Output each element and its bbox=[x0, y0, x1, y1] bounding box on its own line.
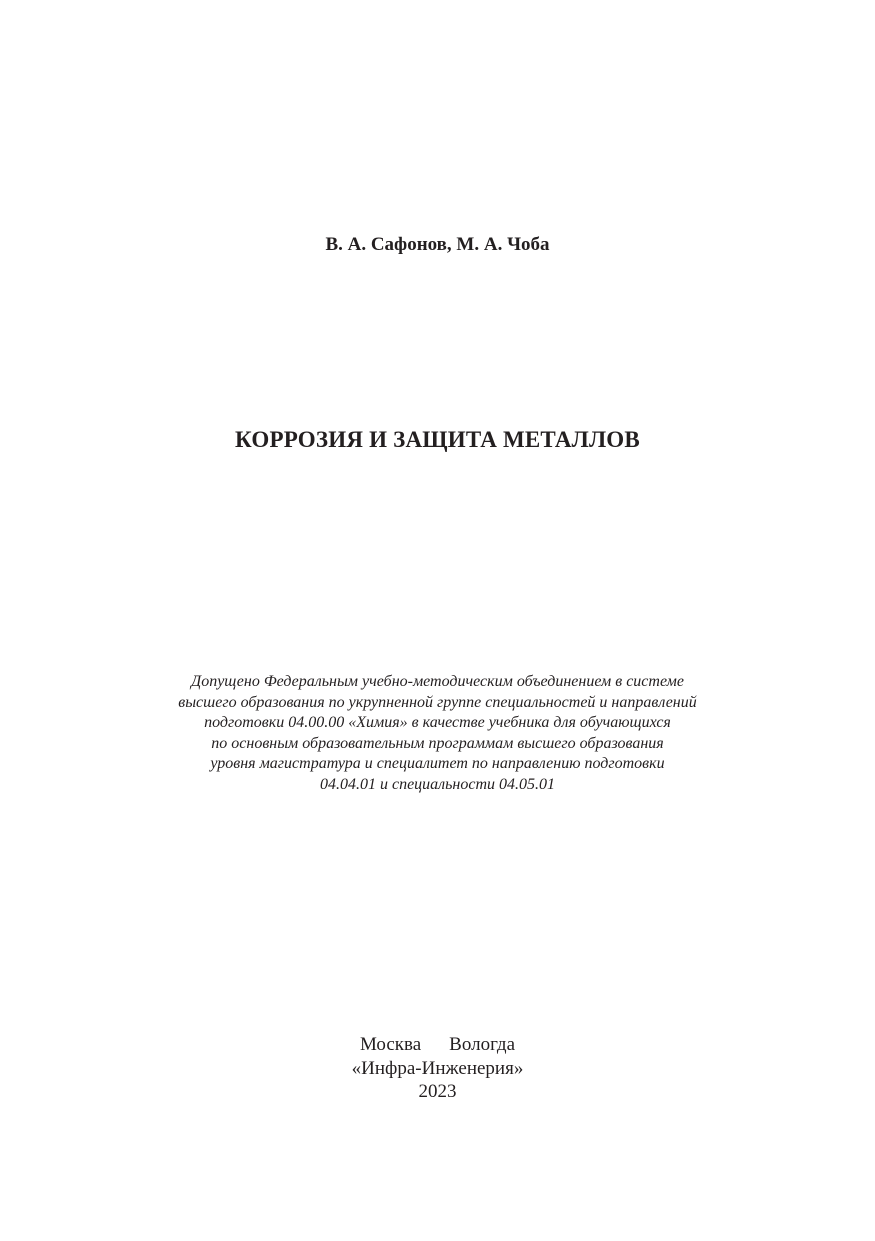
approval-line: высшего образования по укрупненной группе специальностей и направлений bbox=[178, 693, 697, 711]
imprint bbox=[0, 1033, 875, 1104]
city-moscow: Москва bbox=[359, 1034, 422, 1055]
publication-year: 2023 bbox=[418, 1081, 457, 1102]
approval-statement bbox=[0, 672, 875, 795]
city-vologda: Вологда bbox=[449, 1034, 516, 1055]
approval-line: по основным образовательным программам высшего образования bbox=[211, 734, 664, 752]
book-title: КОРРОЗИЯ И ЗАЩИТА МЕТАЛЛОВ bbox=[235, 427, 640, 452]
authors: В. А. Сафонов, М. А. Чоба bbox=[325, 234, 550, 255]
approval-line: подготовки 04.00.00 «Химия» в качестве учебника для обучающихся bbox=[204, 714, 671, 731]
approval-line: уровня магистратура и специалитет по направлению подготовки bbox=[210, 755, 665, 772]
approval-line: 04.04.01 и специальности 04.05.01 bbox=[319, 775, 556, 793]
imprint-cities bbox=[0, 1033, 875, 1057]
approval-line: Допущено Федеральным учебно-методическим объединением в системе bbox=[191, 673, 684, 690]
publisher: «Инфра-Инженерия» bbox=[351, 1057, 524, 1079]
